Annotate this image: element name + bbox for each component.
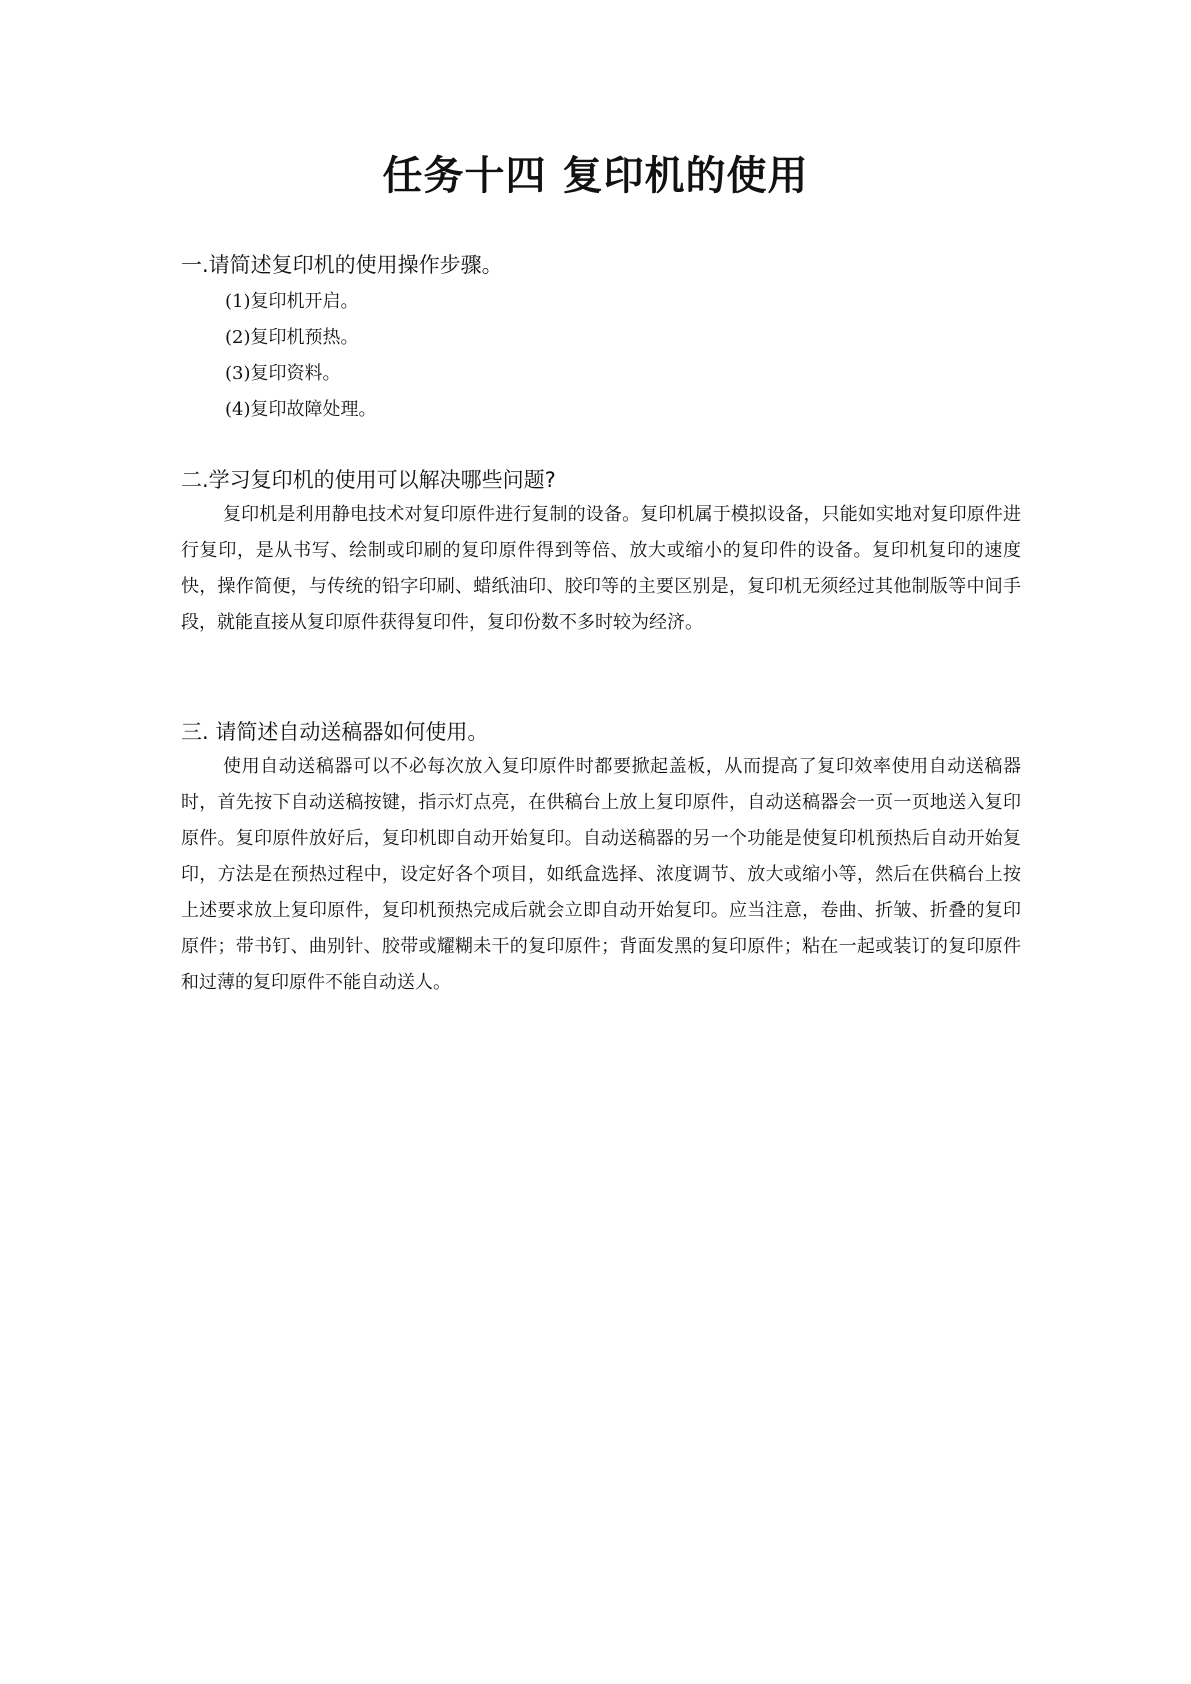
step-list bbox=[181, 284, 1021, 428]
title-task-number: 任务十四 bbox=[382, 153, 547, 199]
page-title bbox=[0, 150, 1191, 202]
section-operation-steps bbox=[181, 250, 1021, 428]
title-topic: 复印机的使用 bbox=[562, 153, 809, 199]
section-body-paragraph: 复印机是利用静电技术对复印原件进行复制的设备。复印机属于模拟设备，只能如实地对复印原件进行复印，是从书写、绘制或印刷的复印原件得到等倍、放大或缩小的复印件的设备。复印机复印的速度快，操作简便，与传统的铅字印刷、蜡纸油印、胶印等的主要区别是，复印机无须经过其他制版等中间手段，就能直接从复印原件获得复印件，复印份数不多时较为经济。 bbox=[181, 504, 1021, 633]
section-problems-solved bbox=[181, 465, 1021, 641]
section-auto-feeder-usage bbox=[181, 717, 1021, 1001]
step-item: (2)复印机预热。 bbox=[225, 327, 359, 348]
section-heading: 三. 请简述自动送稿器如何使用。 bbox=[181, 720, 489, 744]
section-heading: 一.请简述复印机的使用操作步骤。 bbox=[181, 253, 503, 277]
step-item: (1)复印机开启。 bbox=[225, 291, 359, 312]
step-item: (3)复印资料。 bbox=[225, 363, 341, 384]
step-item: (4)复印故障处理。 bbox=[225, 399, 377, 420]
section-body-paragraph: 使用自动送稿器可以不必每次放入复印原件时都要掀起盖板，从而提高了复印效率使用自动送稿器时，首先按下自动送稿按键，指示灯点亮，在供稿台上放上复印原件，自动送稿器会一页一页地送入复印原件。复印原件放好后，复印机即自动开始复印。自动送稿器的另一个功能是使复印机预热后自动开始复印，方法是在预热过程中，设定好各个项目，如纸盒选择、浓度调节、放大或缩小等，然后在供稿台上按上述要求放上复印原件，复印机预热完成后就会立即自动开始复印。应当注意，卷曲、折皱、折叠的复印原件；带书钉、曲别针、胶带或耀糊未干的复印原件；背面发黑的复印原件；粘在一起或装订的复印原件和过薄的复印原件不能自动送人。 bbox=[181, 756, 1021, 993]
section-heading: 二.学习复印机的使用可以解决哪些问题? bbox=[181, 468, 556, 492]
